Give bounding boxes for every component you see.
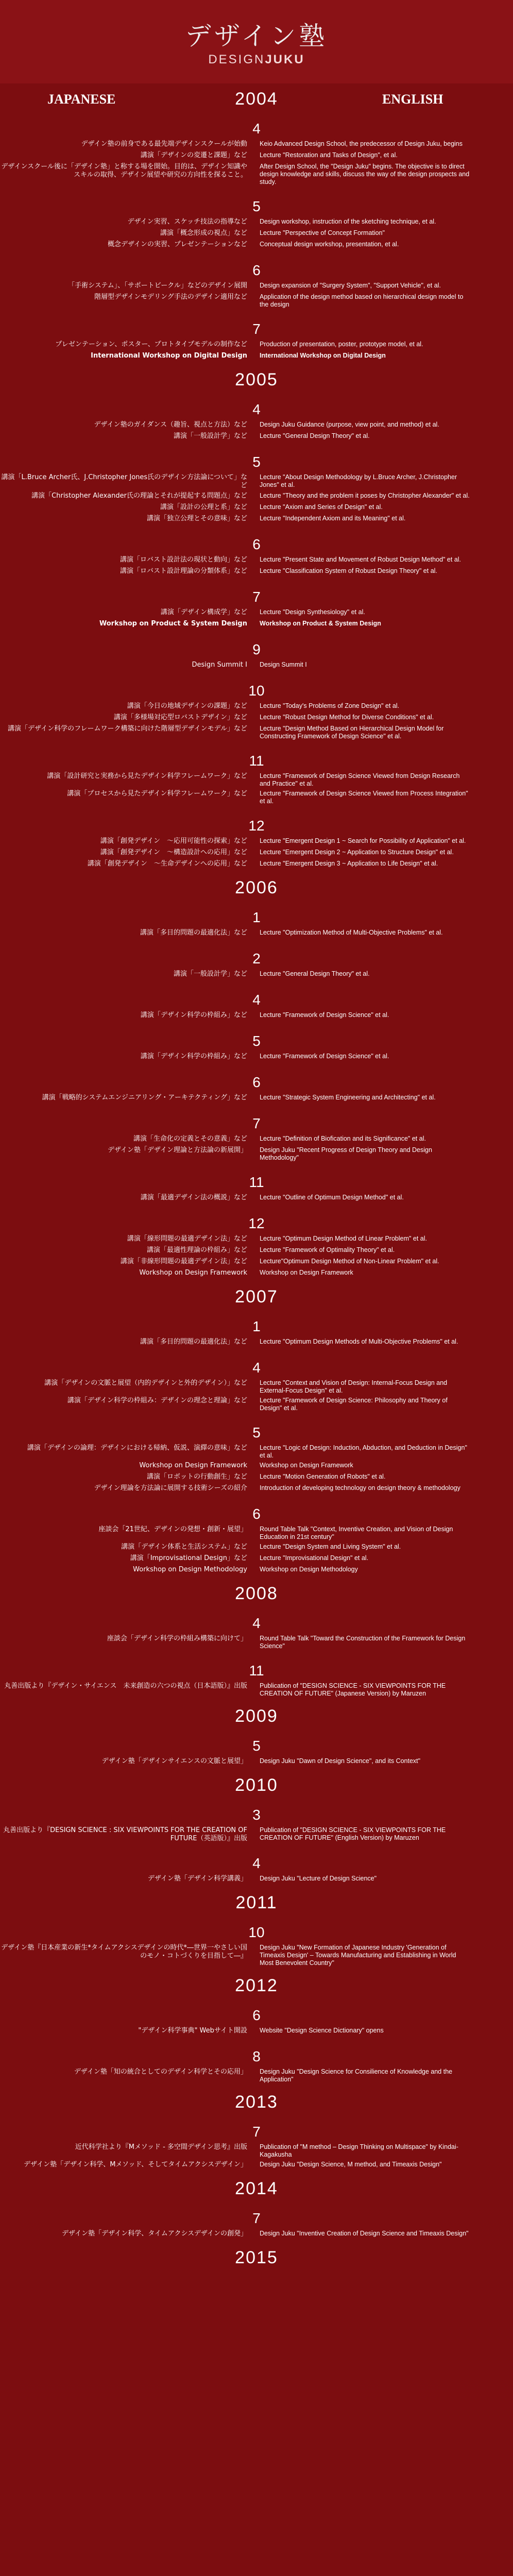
header [0, 0, 513, 83]
event-japanese: 講演「設計の公理と系」など [160, 503, 247, 511]
event-japanese: 講演「創発デザイン ～応用可能性の探索」など [100, 837, 247, 845]
event-row [0, 341, 513, 350]
month-heading: 1 [252, 1318, 261, 1334]
month-heading: 10 [248, 683, 265, 699]
event-english: Lecture "Emergent Design 1 ~ Search for Possibility of Application" et al. [260, 837, 466, 844]
month-heading: 7 [252, 1115, 261, 1131]
event-english: Design expansion of "Surgery System", "Support Vehicle", et al. [260, 282, 441, 289]
event-row [0, 1566, 513, 1575]
event-japanese: 講演「デザイン科学の枠組み：デザインの理念と理論」など [67, 1397, 247, 1404]
event-row [0, 608, 513, 618]
event-english: Lecture "Axiom and Series of Design" et al. [260, 503, 383, 511]
month-heading: 4 [252, 1615, 261, 1631]
event-english: Design Juku "Inventive Creation of Design Science and Timeaxis Design" [260, 2230, 469, 2237]
month-heading: 5 [252, 1738, 261, 1754]
event-english: Lecture "Definition of Biofication and its Significance" et al. [260, 1135, 426, 1142]
logo-japanese: デザイン塾 [185, 21, 328, 51]
event-english: Lecture "Optimum Design Method of Linear Problem" et al. [260, 1235, 427, 1242]
event-japanese: Workshop on Design Framework [139, 1269, 247, 1277]
event-english: Workshop on Product & System Design [260, 620, 381, 627]
event-english: Lecture "About Design Methodology by L.Bruce Archer, J.Christopher Jones" et al. [260, 473, 457, 488]
column-header-japanese: JAPANESE [47, 92, 116, 107]
month-heading: 6 [252, 262, 261, 278]
event-english: Design workshop, instruction of the sketching technique, et al. [260, 218, 436, 225]
logo-english [0, 53, 513, 67]
month-heading: 4 [252, 121, 261, 137]
event-row [0, 2027, 513, 2036]
event-row [0, 1397, 513, 1412]
event-row [0, 1526, 513, 1541]
month-heading: 4 [252, 1360, 261, 1376]
month-heading: 8 [252, 2048, 261, 2064]
event-row [0, 1379, 513, 1395]
event-row [0, 1258, 513, 1267]
event-english: Design Juku Guidance (purpose, view point, and method) et al. [260, 421, 439, 428]
event-english: Design Juku "Dawn of Design Science", and its Context" [260, 1757, 421, 1765]
event-japanese: 座談会「デザイン科学の枠組み構築に向けて」 [107, 1635, 247, 1642]
month-heading: 7 [252, 2210, 261, 2226]
event-row [0, 725, 513, 740]
event-japanese: デザイン理論を方法論に展開する技術シーズの紹介 [94, 1484, 247, 1492]
year-heading: 2010 [235, 1775, 278, 1795]
month-heading: 11 [249, 1174, 264, 1190]
month-heading: 5 [252, 198, 261, 214]
month-heading: 7 [252, 321, 261, 337]
event-english: Design Juku "Recent Progress of Design Theory and Design Methodology" [260, 1146, 432, 1161]
event-row [0, 1135, 513, 1144]
event-row [0, 1094, 513, 1103]
event-row [0, 1246, 513, 1256]
month-heading: 6 [252, 2007, 261, 2023]
event-row [0, 2230, 513, 2239]
event-row [0, 1011, 513, 1021]
event-english: Lecture "Improvisational Design" et al. [260, 1554, 369, 1562]
event-japanese: 講演「独立公理とその意味」など [146, 515, 247, 522]
month-heading: 7 [252, 2124, 261, 2140]
event-japanese: 座談会「21世紀、デザインの発想・創新・展望」 [98, 1526, 247, 1533]
event-japanese: 講演「デザインの変遷と課題」など [140, 151, 247, 159]
event-japanese: デザイン塾「デザイン科学、タイムアクシスデザインの創発」 [62, 2230, 247, 2238]
event-row [0, 163, 513, 186]
event-english: Application of the design method based on hierarchical design model to the design [260, 293, 464, 308]
event-row [0, 1826, 513, 1843]
event-japanese: 概念デザインの実習、プレゼンテーションなど [107, 241, 247, 248]
event-english: Lecture "Framework of Design Science: Philosophy and Theory of Design" et al. [260, 1397, 448, 1412]
event-row [0, 229, 513, 239]
event-english: Publication of "DESIGN SCIENCE - SIX VIEWPOINTS FOR THE CREATION OF FUTURE" (English Version) by Maruzen [260, 1826, 446, 1841]
event-row [0, 1635, 513, 1650]
event-english: Lecture "Motion Generation of Robots" et al. [260, 1473, 386, 1480]
event-row [0, 352, 513, 361]
event-japanese: Workshop on Design Methodology [133, 1566, 247, 1573]
logo-english-bold: JUKU [265, 53, 305, 66]
event-row [0, 151, 513, 161]
event-english: Lecture "Present State and Movement of Robust Design Method" et al. [260, 556, 461, 563]
event-japanese: 講演「線形問題の最適デザイン法」など [127, 1235, 247, 1243]
month-heading: 5 [252, 454, 261, 470]
month-heading: 1 [252, 909, 261, 925]
event-japanese: 講演「最適デザイン法の概説」など [140, 1194, 247, 1201]
event-japanese: 丸善出版より『DESIGN SCIENCE : SIX VIEWPOINTS FOR THE CREATION OF FUTURE（英語版）』出版 [3, 1826, 247, 1842]
event-japanese: 講演「ロボットの行動創生」など [146, 1473, 247, 1481]
event-japanese: 講演「ロバスト設計理論の分類体系」など [119, 567, 247, 575]
event-japanese: デザイン実習、スケッチ技法の指導など [127, 218, 247, 226]
event-english: Lecture "Independent Axiom and its Meaning" et al. [260, 515, 406, 522]
year-heading: 2013 [235, 2092, 278, 2112]
year-heading: 2015 [235, 2248, 278, 2267]
event-row [0, 772, 513, 788]
event-row [0, 218, 513, 227]
event-english: Lecture "Optimization Method of Multi-Objective Problems" et al. [260, 929, 443, 936]
event-english: Lecture "Context and Vision of Design: Internal-Focus Design and External-Focus Design" et al. [260, 1379, 448, 1394]
event-english: Lecture "Today's Problems of Zone Design" et al. [260, 702, 400, 709]
month-heading: 4 [252, 992, 261, 1008]
event-row [0, 515, 513, 524]
event-japanese: International Workshop on Digital Design [91, 352, 247, 360]
event-row [0, 1875, 513, 1884]
event-japanese: 講演「設計研究と実務から見たデザイン科学フレームワーク」など [47, 772, 247, 780]
event-english: Lecture "Logic of Design: Induction, Abduction, and Deduction in Design" et al. [260, 1444, 467, 1459]
event-japanese: デザイン塾「デザインサイエンスの文脈と展望」 [101, 1757, 247, 1765]
month-heading: 6 [252, 536, 261, 552]
year-heading: 2011 [235, 1893, 278, 1912]
year-heading: 2005 [235, 370, 278, 389]
event-english: Design Summit I [260, 661, 307, 668]
month-heading: 10 [248, 1924, 265, 1940]
event-english: Lecture "Perspective of Concept Formation" [260, 229, 385, 236]
logo-english-light: DESIGN [208, 53, 265, 66]
event-row [0, 1944, 513, 1967]
event-japanese: デザイン塾『日本産業の新生*タイムアクシスデザインの時代*―世界一やさしい国のモノ・コトづくりを目指して―』 [1, 1944, 247, 1960]
event-row [0, 860, 513, 869]
event-japanese: Design Summit I [192, 661, 247, 669]
year-heading: 2006 [235, 878, 278, 897]
event-japanese: デザイン塾の前身である最先端デザインスクールが始動 [81, 140, 247, 148]
event-row [0, 661, 513, 670]
event-english: Lecture "Theory and the problem it poses by Christopher Alexander" et al. [260, 492, 470, 499]
event-japanese: 講演「創発デザイン ～生命デザインへの応用」など [87, 860, 247, 868]
event-japanese: 講演「デザイン体系と生活システム」など [121, 1543, 247, 1551]
event-japanese: デザイン塾「デザイン科学講義」 [147, 1875, 247, 1883]
event-english: Lecture "Framework of Design Science" et al. [260, 1053, 389, 1060]
event-english: Design Juku "Lecture of Design Science" [260, 1875, 377, 1882]
event-english: Design Juku "Design Science, M method, and Timeaxis Design" [260, 2161, 442, 2168]
event-row [0, 837, 513, 846]
event-row [0, 1194, 513, 1203]
event-row [0, 1235, 513, 1244]
year-heading: 2004 [235, 89, 278, 109]
year-heading: 2009 [235, 1706, 278, 1726]
event-row [0, 282, 513, 291]
event-row [0, 473, 513, 490]
event-row [0, 790, 513, 805]
event-english: Production of presentation, poster, prototype model, et al. [260, 341, 423, 348]
event-english: Conceptual design workshop, presentation, et al. [260, 241, 399, 248]
month-heading: 9 [252, 641, 261, 657]
event-japanese: 講演「デザイン科学の枠組み」など [140, 1011, 247, 1019]
event-row [0, 1146, 513, 1162]
event-japanese: 講演「非線形問題の最適デザイン法」など [120, 1258, 247, 1265]
event-english: Lecture "Framework of Design Science" et al. [260, 1011, 389, 1019]
event-japanese: デザイン塾「デザイン理論と方法論の新展開」 [107, 1146, 247, 1154]
event-japanese: 講演「一般設計学」など [173, 970, 247, 978]
event-english: Round Table Talk "Toward the Construction of the Framework for Design Science" [260, 1635, 466, 1650]
event-japanese: 講演「概念形成の視点」など [160, 229, 247, 237]
event-japanese: Workshop on Product & System Design [99, 620, 247, 628]
timeline [0, 86, 513, 2277]
event-english: Design Juku "New Formation of Japanese Industry 'Generation of Timeaxis Design' – Towards Manufacturing and Establishing in World Most Benevolent Country" [260, 1944, 456, 1967]
event-japanese: プレゼンテーション、ポスター、プロトタイプモデルの制作など [55, 341, 247, 348]
event-japanese: 近代科学社より『Mメソッド - 多空間デザイン思考』出版 [75, 2143, 247, 2151]
month-heading: 5 [252, 1033, 261, 1049]
event-japanese: 「手術システム」、「サポートビークル」などのデザイン展開 [68, 282, 247, 290]
event-english: Lecture "Framework of Design Science Viewed from Process Integration" et al. [260, 790, 468, 805]
event-japanese: Workshop on Design Framework [139, 1462, 247, 1469]
event-english: Design Juku "Design Science for Consilience of Knowledge and the Application" [260, 2068, 453, 2083]
month-heading: 6 [252, 1074, 261, 1090]
event-japanese: デザイン塾「知の統合としてのデザイン科学とその応用」 [74, 2068, 247, 2076]
event-english: Lecture "Classification System of Robust Design Theory" et al. [260, 567, 437, 574]
event-english: Lecture "Robust Design Method for Diverse Conditions" et al. [260, 714, 434, 721]
event-japanese: 講演「プロセスから見たデザイン科学フレームワーク」など [67, 790, 247, 798]
event-japanese: 講演「デザイン科学のフレームワーク構築に向けた階層型デザインモデル」など [7, 725, 247, 733]
event-english: Lecture "Strategic System Engineering and Architecting" et al. [260, 1094, 436, 1101]
month-heading: 11 [249, 753, 264, 769]
event-row [0, 1444, 513, 1460]
event-row [0, 556, 513, 565]
event-row [0, 1462, 513, 1471]
month-heading: 2 [252, 951, 261, 967]
event-japanese: 講演「戦略的システムエンジニアリング・アーキテクティング」など [42, 1094, 247, 1101]
event-row [0, 1543, 513, 1552]
year-heading: 2014 [235, 2179, 278, 2198]
event-english: International Workshop on Digital Design [260, 352, 386, 359]
event-english: Lecture "Outline of Optimum Design Method" et al. [260, 1194, 404, 1201]
month-heading: 3 [252, 1807, 261, 1823]
event-row [0, 432, 513, 442]
event-row [0, 714, 513, 723]
event-row [0, 702, 513, 711]
event-english: Workshop on Design Framework [260, 1462, 353, 1469]
month-heading: 5 [252, 1425, 261, 1440]
event-row [0, 929, 513, 938]
event-english: Lecture "Framework of Optimality Theory" et al. [260, 1246, 395, 1253]
event-japanese: "デザイン科学事典" Webサイト開設 [138, 2027, 247, 2035]
event-row [0, 1473, 513, 1482]
event-row [0, 503, 513, 513]
event-japanese: 講演「デザインの論理：デザインにおける帰納、仮説、演繹の意味」など [27, 1444, 247, 1452]
event-japanese: デザイン塾「デザイン科学、Mメソッド、そしてタイムアクシスデザイン」 [24, 2161, 247, 2168]
month-heading: 4 [252, 401, 261, 417]
month-heading: 6 [252, 1506, 261, 1522]
event-japanese: 講演「一般設計学」など [173, 432, 247, 440]
event-english: Lecture "Emergent Design 2 ~ Application to Structure Design" et al. [260, 849, 454, 856]
event-japanese: 講演「ロバスト設計法の現状と動向」など [119, 556, 247, 564]
event-english: Keio Advanced Design School, the predecessor of Design Juku, begins [260, 140, 463, 147]
event-japanese: 階層型デザインモデリング手法のデザイン適用など [94, 293, 247, 301]
event-row [0, 2068, 513, 2083]
event-row [0, 1484, 513, 1494]
event-row [0, 2143, 513, 2159]
event-english: Lecture "Design System and Living System" et al. [260, 1543, 401, 1550]
event-japanese: 講演「多目的問題の最適化法」など [140, 929, 247, 937]
event-english: Workshop on Design Methodology [260, 1566, 358, 1573]
event-japanese: 講演「生命化の定義とその意義」など [133, 1135, 247, 1143]
year-heading: 2008 [235, 1584, 278, 1603]
event-row [0, 620, 513, 629]
event-english: Lecture "Design Synthesiology" et al. [260, 608, 365, 616]
year-heading: 2007 [235, 1287, 278, 1307]
event-japanese: 講演「最適性理論の枠組み」など [146, 1246, 247, 1254]
event-row [0, 1682, 513, 1698]
event-row [0, 1338, 513, 1347]
event-japanese: 講演「デザインの文脈と展望（内的デザインと外的デザイン）」など [44, 1379, 247, 1387]
event-english: After Design School, the "Design Juku" begins. The objective is to direct design knowledge and skills, discuss the way of the design prospects and study. [260, 163, 470, 185]
event-row [0, 1053, 513, 1062]
event-english: Lecture"Optimum Design Method of Non-Linear Problem" et al. [260, 1258, 439, 1265]
event-japanese: 講演「Christopher Alexander氏の理論とそれが提起する問題点」など [31, 492, 247, 500]
event-japanese: 講演「デザイン科学の枠組み」など [140, 1053, 247, 1060]
event-english: Lecture "Optimum Design Methods of Multi-Objective Problems" et al. [260, 1338, 458, 1345]
event-english: Publication of "M method – Design Thinking on Multispace" by Kindai-Kagakusha [260, 2143, 458, 2158]
event-japanese: 講演「今日の地域デザインの課題」など [127, 702, 247, 710]
event-row [0, 293, 513, 309]
event-english: Introduction of developing technology on design theory & methodology [260, 1484, 460, 1492]
event-row [0, 421, 513, 430]
event-english: Lecture "Design Method Based on Hierarchical Design Model for Constructing Framework of Design Science" et al. [260, 725, 444, 740]
event-row [0, 849, 513, 858]
event-row [0, 2161, 513, 2170]
event-japanese: 講演「デザイン構成学」など [160, 608, 247, 616]
event-row [0, 140, 513, 149]
event-japanese: 講演「Improvisational Design」など [130, 1554, 247, 1562]
month-heading: 7 [252, 589, 261, 605]
event-japanese: 講演「L.Bruce Archer氏、J.Christopher Jones氏のデザイン方法論について」など [1, 473, 247, 489]
event-row [0, 970, 513, 979]
year-heading: 2012 [235, 1976, 278, 1995]
event-row [0, 1554, 513, 1564]
event-english: Lecture "Framework of Design Science Viewed from Design Research and Practice" et al. [260, 772, 460, 787]
column-header-english: ENGLISH [382, 92, 443, 107]
event-japanese: 講演「多目的問題の最適化法」など [140, 1338, 247, 1346]
event-english: Lecture "General Design Theory" et al. [260, 970, 370, 977]
event-english: Round Table Talk "Context, Inventive Creation, and Vision of Design Education in 21st century" [260, 1526, 453, 1540]
event-english: Lecture "Emergent Design 3 ~ Application to Life Design" et al. [260, 860, 438, 867]
event-row [0, 492, 513, 501]
event-row [0, 567, 513, 577]
event-japanese: デザインスクール後に「デザイン塾」と称する場を開始。目的は、デザイン知識やスキルの取得、デザイン展望や研究の方向性を探ること。 [1, 163, 247, 179]
event-japanese: デザイン塾のガイダンス（趣旨、視点と方法）など [94, 421, 247, 429]
event-english: Workshop on Design Framework [260, 1269, 353, 1276]
month-heading: 12 [248, 1215, 265, 1231]
event-english: Publication of "DESIGN SCIENCE - SIX VIEWPOINTS FOR THE CREATION OF FUTURE" (Japanese Version) by Maruzen [260, 1682, 446, 1697]
event-japanese: 講演「創発デザイン ～構造設計への応用」など [100, 849, 247, 856]
event-japanese: 丸善出版より『デザイン・サイエンス 未来創造の六つの視点（日本語版）』出版 [4, 1682, 247, 1690]
event-row [0, 1757, 513, 1767]
month-heading: 12 [248, 818, 265, 834]
event-row [0, 241, 513, 250]
event-english: Lecture "Restoration and Tasks of Design", et al. [260, 151, 398, 159]
month-heading: 11 [249, 1663, 264, 1679]
event-row [0, 1269, 513, 1278]
event-english: Website "Design Science Dictionary" opens [260, 2027, 384, 2034]
month-heading: 4 [252, 1855, 261, 1871]
event-english: Lecture "General Design Theory" et al. [260, 432, 370, 439]
event-japanese: 講演「多様場対応型ロバストデザイン」など [113, 714, 247, 721]
